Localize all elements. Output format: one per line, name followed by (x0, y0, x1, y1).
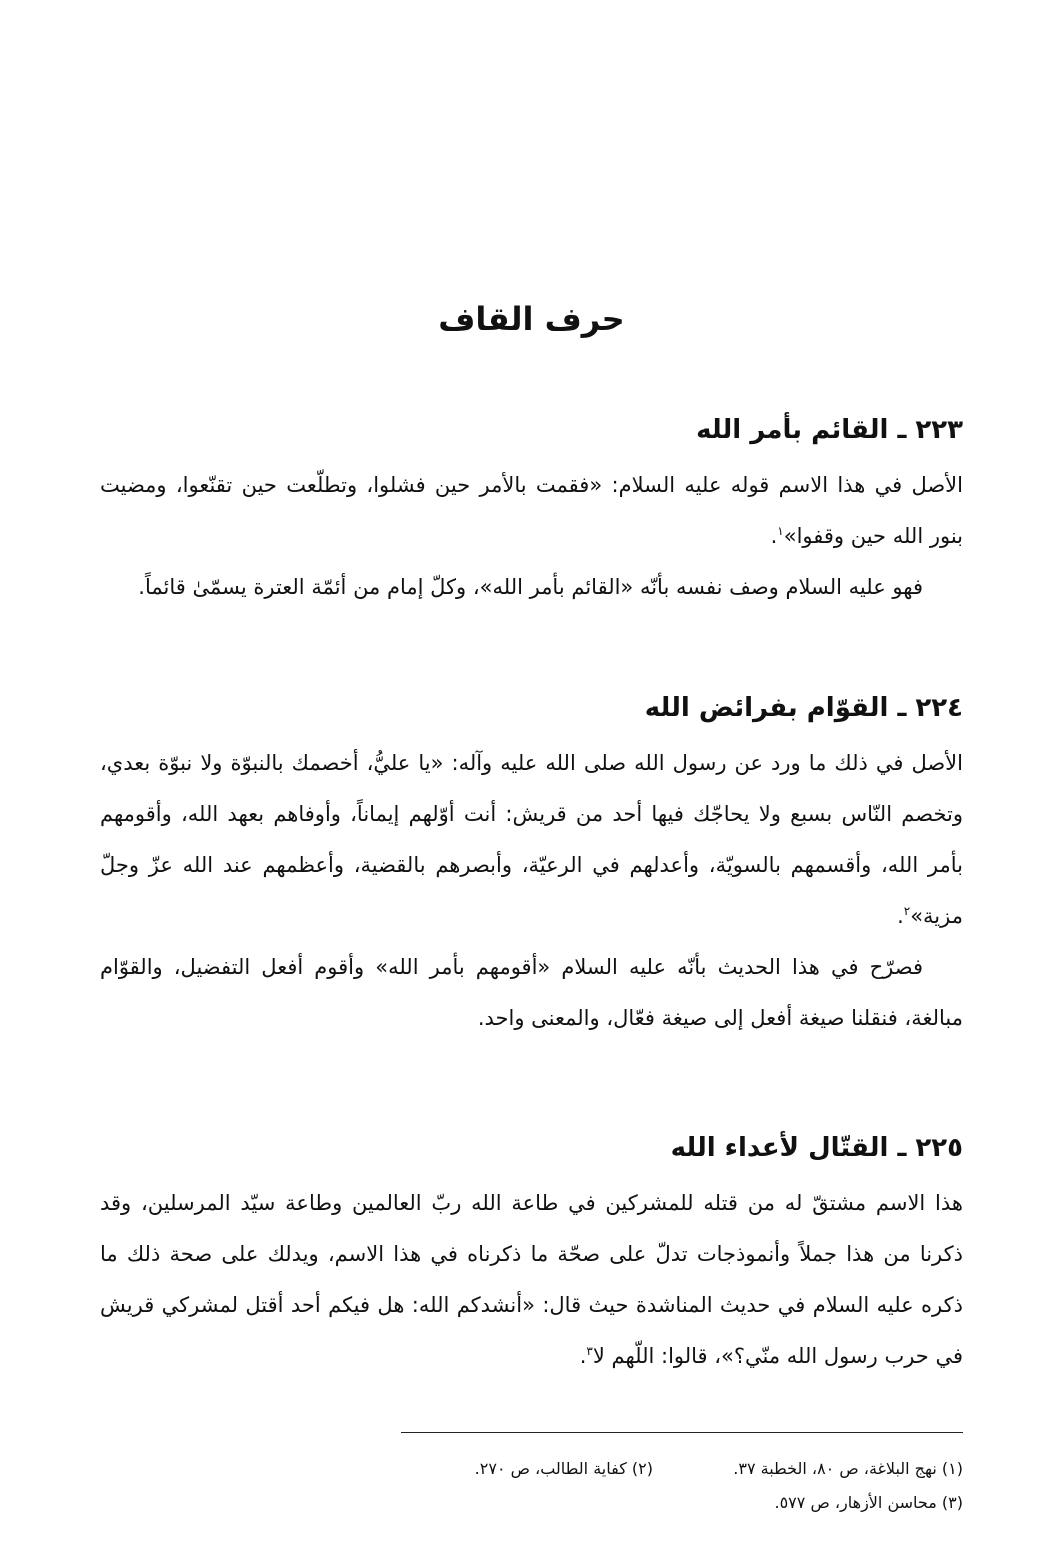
footnote-row (323, 1486, 963, 1520)
section-heading: ٢٢٤ ـ القوّام بفرائض الله (644, 693, 963, 723)
footnote-ref: ٢ (903, 904, 911, 918)
section-225 (100, 1128, 963, 1382)
section-223 (100, 410, 963, 613)
footnote-ref: ١ (777, 524, 784, 538)
paragraph-tail: . (897, 904, 904, 928)
footnote-1: (١) نهج البلاغة، ص ٨٠، الخطبة ٣٧. (733, 1459, 963, 1478)
paragraph (100, 460, 963, 562)
paragraph: فصرّح في هذا الحديث بأنّه عليه السلام «أقومهم بأمر الله» وأقوم أفعل التفضيل، والقوّام مبالغة، فنقلنا صيغة أفعل إلى صيغة فعّال، والمعنى واحد. (100, 955, 963, 1030)
paragraph-text: الأصل في ذلك ما ورد عن رسول الله صلى الله عليه وآله: «يا عليُّ، أخصمك بالنبوّة ولا نبوّة بعدي، وتخصم النّاس بسبع ولا يحاجّك فيها أحد من قريش: أنت أوّلهم إيماناً، وأوفاهم بعهد الله، وأقومهم بأمر الله، وأقسمهم بالسويّة، وأعدلهم في الرعيّة، وأبصرهم بالقضية، وأعظمهم عند الله عزّ وجلّ مزية» (100, 751, 963, 928)
paragraph-tail: . (770, 524, 778, 548)
section-heading: ٢٢٥ ـ القتّال لأعداء الله (670, 1133, 963, 1163)
paragraph: فهو عليه السلام وصف نفسه بأنّه «القائم بأمر الله»، وكلّ إمام من أئمّة العترة يسمّىٰ قائماً. (138, 575, 923, 599)
footnote-2: (٢) كفاية الطالب، ص ٢٧٠. (474, 1459, 653, 1478)
footnote-ref: ٣ (586, 1344, 593, 1358)
paragraph (100, 1178, 963, 1382)
footnote-3: (٣) محاسن الأزهار، ص ٥٧٧. (774, 1493, 963, 1512)
section-heading: ٢٢٣ ـ القائم بأمر الله (696, 415, 963, 445)
paragraph (100, 738, 963, 942)
footnote-row (323, 1452, 963, 1486)
paragraph-text: الأصل في هذا الاسم قوله عليه السلام: «فقمت بالأمر حين فشلوا، وتطلّعت حين تقنّعوا، ومضيت بنور الله حين وقفوا» (100, 473, 963, 548)
section-224 (100, 688, 963, 1044)
paragraph-tail: . (579, 1344, 587, 1368)
footnote-divider (401, 1432, 963, 1433)
footnotes (323, 1452, 963, 1520)
paragraph-text: هذا الاسم مشتقّ له من قتله للمشركين في طاعة الله ربّ العالمين وطاعة سيّد المرسلين، وقد ذكرنا من هذا جملاً وأنموذجات تدلّ على صحّة ما ذكرناه في هذا الاسم، ويدلك على صحة ذلك ما ذكره عليه السلام في حديث المناشدة حيث قال: «أنشدكم الله: هل فيكم أحد أقتل لمشركي قريش في حرب رسول الله منّي؟»، قالوا: اللّهم لا (100, 1191, 963, 1368)
chapter-title: حرف القاف (438, 300, 625, 338)
